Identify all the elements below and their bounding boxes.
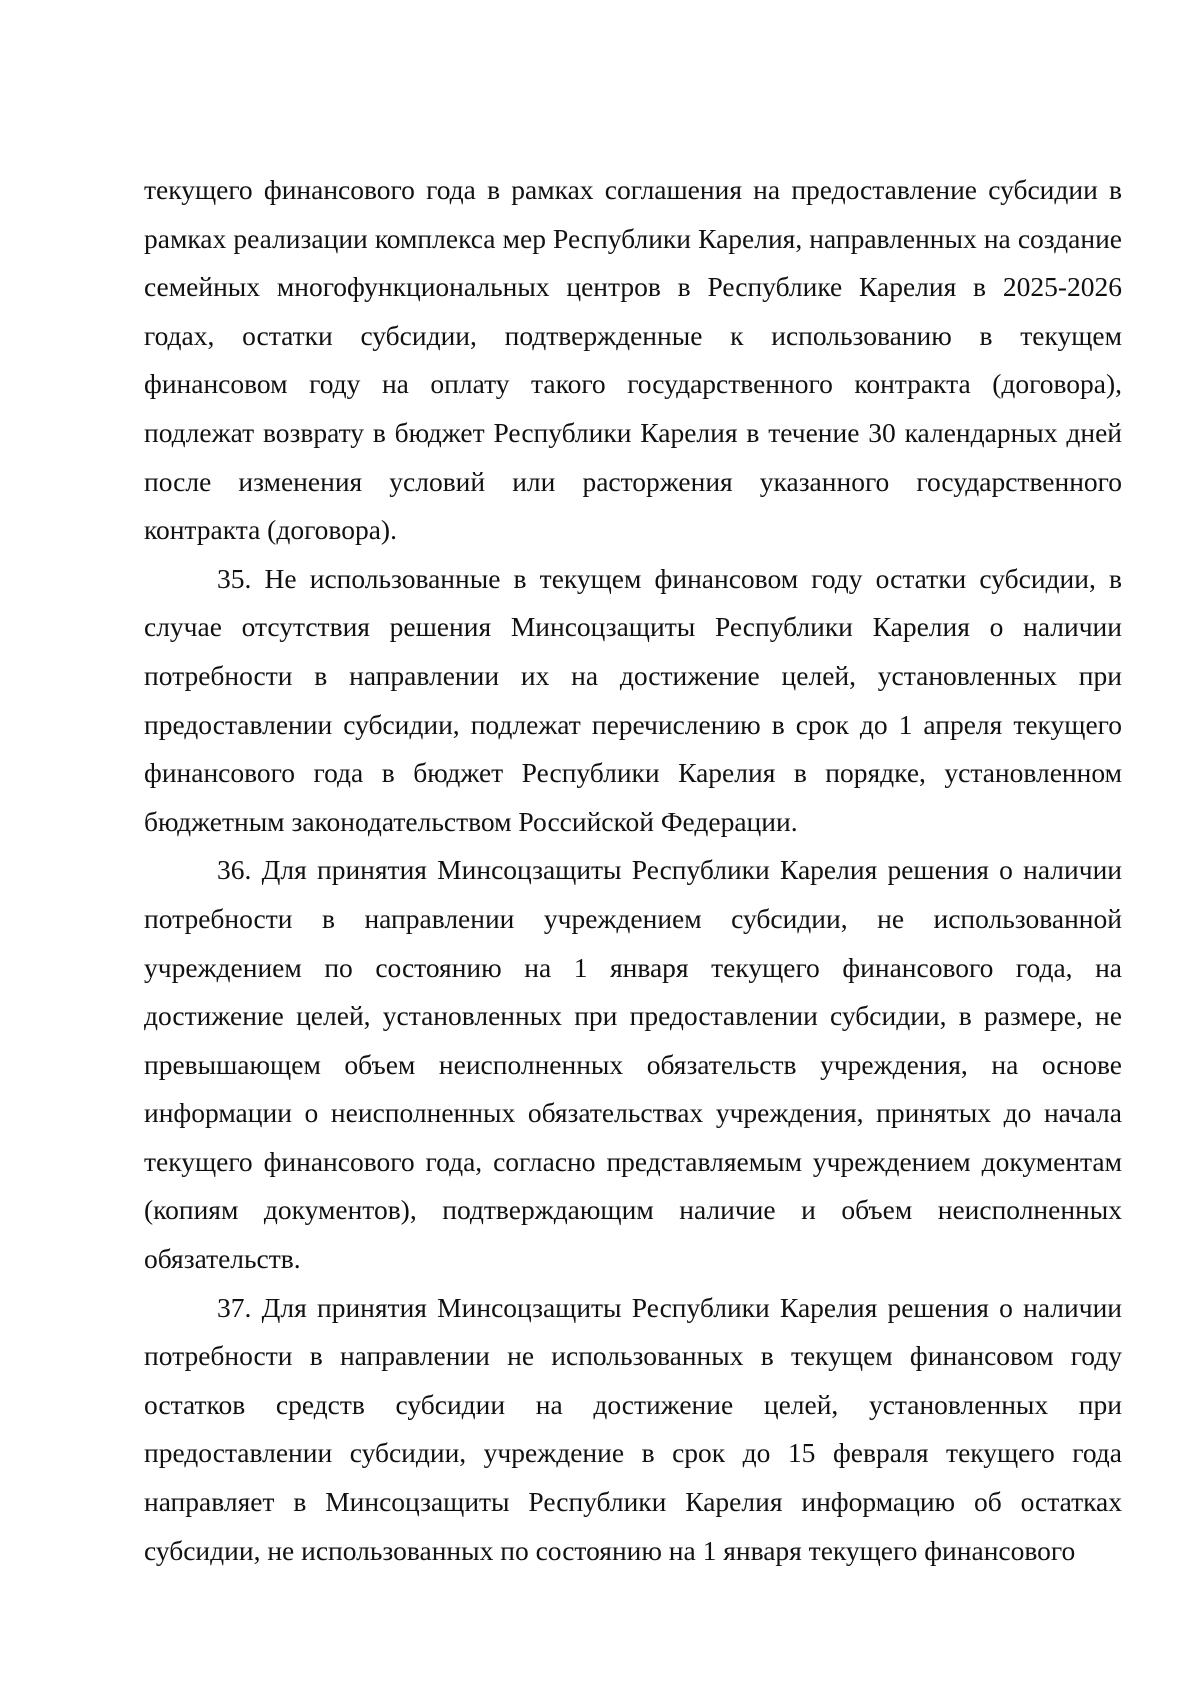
paragraph-37: 37. Для принятия Минсоцзащиты Республики Карелия решения о наличии потребности в направлении не использованных в текущем финансовом году остатков средств субсидии на достижение целей, установленных при предоставлении субсидии, учреждение в срок до 15 февраля текущего года направляет в Минсоцзащиты Республики Карелия информацию об остатках субсидии, не использованных по состоянию на 1 января текущего финансового	[144, 1291, 1122, 1566]
paragraph-36: 36. Для принятия Минсоцзащиты Республики Карелия решения о наличии потребности в направлении учреждением субсидии, не использованной учреждением по состоянию на 1 января текущего финансового года, на достижение целей, установленных при предоставлении субсидии, в размере, не превышающем объем неисполненных обязательств учреждения, на основе информации о неисполненных обязательствах учреждения, принятых до начала текущего финансового года, согласно представляемым учреждением документам (копиям документов), подтверждающим наличие и объем неисполненных обязательств.	[144, 854, 1122, 1275]
paragraph-35: 35. Не использованные в текущем финансовом году остатки субсидии, в случае отсутствия решения Минсоцзащиты Республики Карелия о наличии потребности в направлении их на достижение целей, установленных при предоставлении субсидии, подлежат перечислению в срок до 1 апреля текущего финансового года в бюджет Республики Карелия в порядке, установленном бюджетным законодательством Российской Федерации.	[144, 562, 1122, 837]
document-page	[144, 166, 1122, 1575]
paragraph-34-continued: текущего финансового года в рамках соглашения на предоставление субсидии в рамках реализации комплекса мер Республики Карелия, направленных на создание семейных многофункциональных центров в Республике Карелия в 2025-2026 годах, остатки субсидии, подтвержденные к использованию в текущем финансовом году на оплату такого государственного контракта (договора), подлежат возврату в бюджет Республики Карелия в течение 30 календарных дней после изменения условий или расторжения указанного государственного контракта (договора).	[144, 174, 1122, 546]
